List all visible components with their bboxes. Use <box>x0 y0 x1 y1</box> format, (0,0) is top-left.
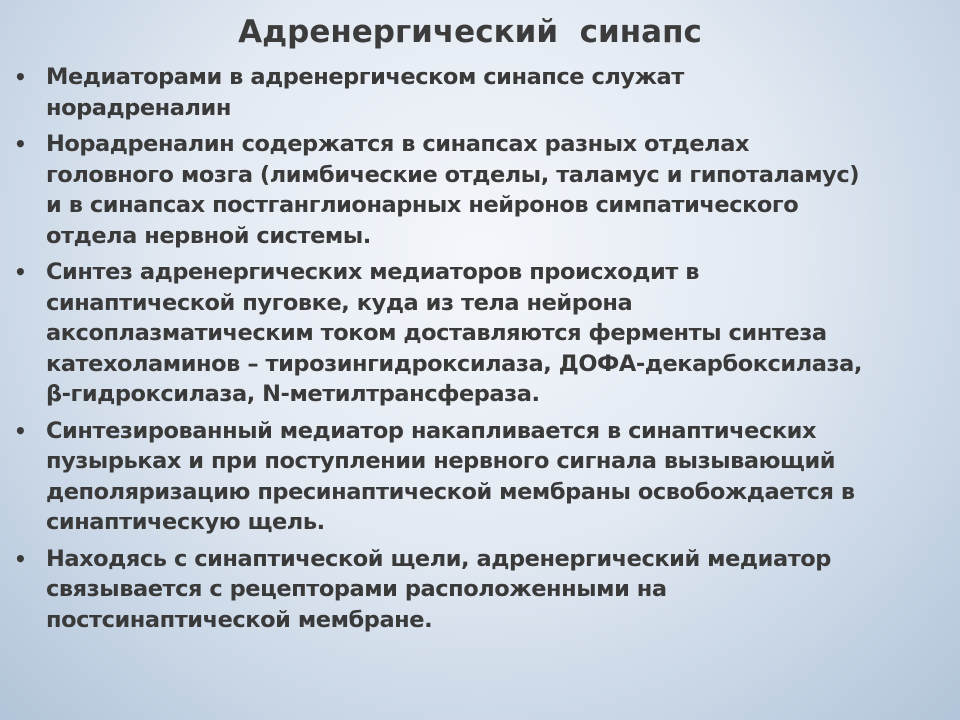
bullet-text-line: синаптическую щель. <box>46 509 325 535</box>
slide-title: Адренергический синапс <box>238 14 702 50</box>
bullet-item <box>0 62 960 123</box>
bullet-dot-icon: • <box>14 132 27 156</box>
bullet-list <box>0 62 960 641</box>
bullet-text-line: β-гидроксилаза, N-метилтрансфераза. <box>46 381 540 407</box>
bullet-dot-icon: • <box>14 546 27 571</box>
bullet-text-line: катехоламинов – тирозингидроксилаза, ДОФА-декарбоксилаза, <box>46 350 862 377</box>
bullet-text-line: норадреналин <box>46 94 231 121</box>
bullet-dot-icon: • <box>14 418 27 443</box>
bullet-text-line: деполяризацию пресинаптической мембраны освобождается в <box>46 478 855 505</box>
bullet-text-line: и в синапсах постганглионарных нейронов симпатического <box>46 192 799 218</box>
bullet-dot-icon: • <box>14 65 27 89</box>
bullet-text-line: Синтезированный медиатор накапливается в синаптических <box>46 417 817 444</box>
bullet-text-line: связывается с рецепторами расположенными на <box>46 576 667 602</box>
bullet-text-line: аксоплазматическим током доставляются ферменты синтеза <box>46 320 827 346</box>
bullet-text-line: Синтез адренергических медиаторов происходит в <box>46 259 700 285</box>
bullet-text-line: пузырьках и при поступлении нервного сигнала вызывающий <box>46 448 836 474</box>
bullet-text-line: синаптической пуговке, куда из тела нейрона <box>46 289 633 316</box>
bullet-item <box>0 544 960 636</box>
bullet-text-line: постсинаптической мембране. <box>46 606 433 633</box>
bullet-text-line: Медиаторами в адренергическом синапсе служат <box>46 64 684 90</box>
bullet-text-line: головного мозга (лимбические отделы, таламус и гипоталамус) <box>46 161 860 188</box>
bullet-text-line: отдела нервной системы. <box>46 222 371 249</box>
bullet-text-line: Находясь с синаптической щели, адренергический медиатор <box>46 545 831 572</box>
bullet-item <box>0 416 960 538</box>
bullet-item <box>0 129 960 251</box>
bullet-item <box>0 257 960 410</box>
bullet-dot-icon: • <box>14 260 27 284</box>
bullet-text-line: Норадреналин содержатся в синапсах разных отделах <box>46 131 750 157</box>
